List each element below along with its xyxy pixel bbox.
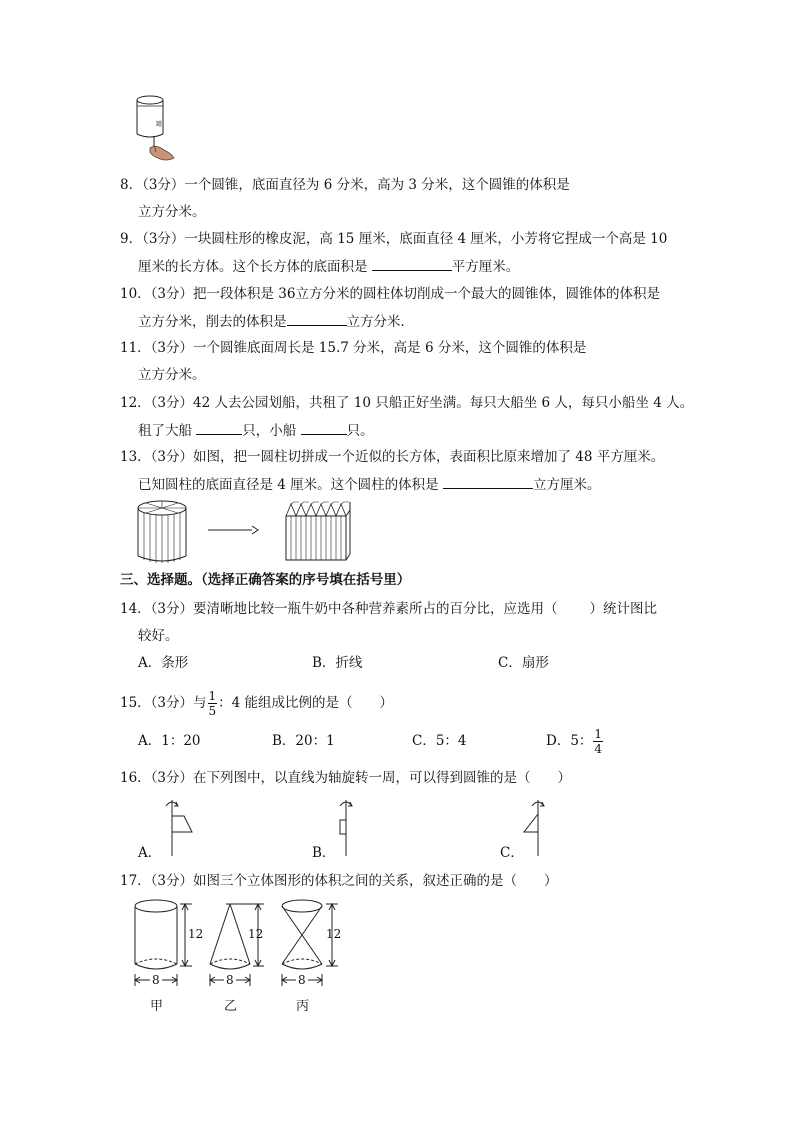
- can-with-hand-figure: [130, 92, 190, 164]
- q14-option-a[interactable]: A．条形: [138, 655, 189, 671]
- q16-figure-b: [334, 796, 374, 858]
- q16-option-c[interactable]: C．: [500, 845, 524, 861]
- q14-line1: 14．（3分）要清晰地比较一瓶牛奶中各种营养素所占的百分比，应选用（ ）统计图比: [120, 601, 658, 617]
- q16-figure-c: [522, 796, 562, 858]
- q15-option-c[interactable]: C．5：4: [412, 733, 467, 749]
- q15-fraction: $\frac{1}{5}$: [208, 689, 217, 718]
- q14-option-c[interactable]: C．扇形: [498, 655, 549, 671]
- q16-option-b[interactable]: B．: [312, 845, 336, 861]
- sliced-cylinder: [138, 501, 186, 563]
- q10-line2: 立方分米，削去的体积是 立方分米．: [138, 311, 414, 332]
- q10-line1: 10．（3分）把一段体积是 36立方分米的圆柱体切削成一个最大的圆锥体，圆锥体的体积是: [120, 286, 660, 302]
- q12-line2: 租了大船 只，小船 只。: [138, 420, 374, 441]
- jia-name: 甲: [150, 999, 164, 1014]
- q11-line2: 立方分米。: [138, 367, 206, 383]
- q9-line2: 厘米的长方体。这个长方体的底面积是 平方厘米。: [138, 256, 519, 277]
- yi-width-label: 8: [226, 973, 234, 987]
- q12-line1: 12．（3分）42 人去公园划船，共租了 10 只船正好坐满。每只大船坐 6 人，每只小船坐 4 人。: [120, 395, 694, 411]
- q13-line1: 13．（3分）如图，把一圆柱切拼成一个近似的长方体，表面积比原来增加了 48 平方厘米。: [120, 449, 665, 465]
- q9-answer-blank[interactable]: [372, 256, 452, 271]
- section-heading-choice: 三、选择题。（选择正确答案的序号填在括号里）: [120, 572, 411, 588]
- double-cone-bing: [282, 900, 341, 1014]
- approx-cuboid: [286, 502, 350, 560]
- q15-line: 15．（3分）与 $\frac{1}{5}$ ：4 能组成比例的是（ ）: [120, 689, 394, 718]
- q16-option-a[interactable]: A．: [138, 845, 162, 861]
- cylinder-to-cuboid-figure: [136, 498, 356, 566]
- bing-height-label: 12: [326, 927, 342, 941]
- q13-answer-blank[interactable]: [443, 474, 533, 489]
- q12-small-boat-blank[interactable]: [301, 420, 347, 435]
- q13-line2: 已知圆柱的底面直径是 4 厘米。这个圆柱的体积是 立方厘米。: [138, 474, 600, 495]
- q17-line: 17．（3分）如图三个立体图形的体积之间的关系，叙述正确的是（ ）: [120, 873, 558, 889]
- q17-solids-figure: [130, 894, 360, 1024]
- q11-line1: 11．（3分）一个圆锥底面周长是 15.7 分米，高是 6 分米，这个圆锥的体积是: [120, 340, 587, 356]
- q15-option-d-fraction: $\frac{1}{4}$: [594, 727, 603, 756]
- cone-yi: [210, 904, 264, 1014]
- q14-line2: 较好。: [138, 628, 179, 644]
- jia-width-label: 8: [152, 973, 160, 987]
- yi-name: 乙: [224, 999, 238, 1014]
- can-label: 罐: [156, 121, 163, 128]
- q8-line1: 8．（3分）一个圆锥，底面直径为 6 分米，高为 3 分米，这个圆锥的体积是: [120, 177, 570, 193]
- yi-height-label: 12: [248, 927, 264, 941]
- q9-line1: 9．（3分）一块圆柱形的橡皮泥，高 15 厘米，底面直径 4 厘米，小芳将它捏成一个高是 10: [120, 231, 668, 247]
- jia-height-label: 12: [188, 927, 204, 941]
- q14-option-b[interactable]: B．折线: [312, 655, 363, 671]
- q8-line2: [138, 202, 206, 222]
- q15-option-a[interactable]: A．1：20: [138, 733, 201, 749]
- q10-answer-blank[interactable]: [287, 311, 347, 326]
- q16-figure-a: [160, 796, 200, 858]
- arrow-right-icon: [208, 526, 258, 534]
- q12-big-boat-blank[interactable]: [196, 420, 242, 435]
- q15-option-b[interactable]: B．20：1: [272, 733, 335, 749]
- cylinder-jia: [135, 900, 203, 1014]
- q16-line: 16．（3分）在下列图中，以直线为轴旋转一周，可以得到圆锥的是（ ）: [120, 770, 572, 786]
- q15-option-d[interactable]: D．5： $\frac{1}{4}$: [546, 727, 603, 756]
- bing-width-label: 8: [298, 973, 306, 987]
- bing-name: 丙: [296, 999, 310, 1014]
- q8-unit: 立方分米。: [138, 204, 206, 220]
